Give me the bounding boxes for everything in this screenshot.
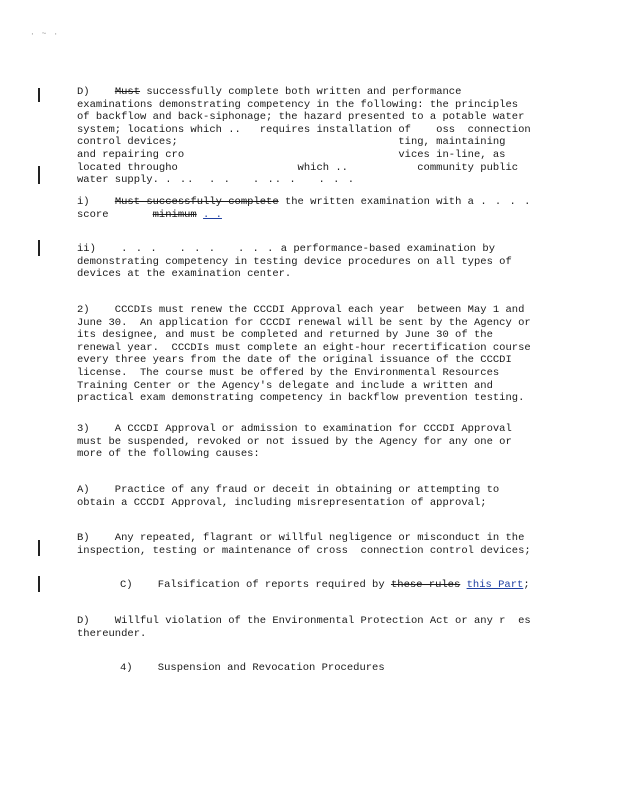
struck-text: Must successfully complete — [114, 196, 279, 208]
d-line: control devices; ting, maintaining — [77, 136, 506, 149]
p2-line: its designee, and must be completed and returned by June 30 of the — [77, 329, 493, 342]
scan-speck: · ~ · — [30, 30, 60, 39]
d-line: located througho which .. community public — [77, 161, 519, 174]
subparagraph-i — [77, 196, 542, 221]
i-score-label: score — [77, 208, 109, 221]
p2-line: 2) CCCDIs must renew the CCCDI Approval each year between May 1 and — [77, 304, 525, 316]
dv-line: thereunder. — [77, 627, 147, 640]
p3-line: more of the following causes: — [77, 448, 260, 461]
a-line: obtain a CCCDI Approval, including misrepresentation of approval; — [77, 496, 487, 509]
p2-line: June 30. An application for CCCDI renewal will be sent by the Agency or — [77, 316, 531, 329]
paragraph-3 — [77, 423, 542, 461]
p2-line: license. The course must be offered by the Environmental Resources — [77, 366, 500, 379]
b-line: B) Any repeated, flagrant or willful negligence or misconduct in the — [77, 532, 525, 544]
ink-blot: . .. . . . .. . . . . — [165, 174, 356, 187]
d-line: examinations demonstrating competency in the following: the principles — [77, 98, 519, 111]
inserted-text: . . — [203, 208, 222, 221]
c-text: C) Falsification of reports required by — [120, 579, 385, 591]
ii-line: a performance-based examination by — [274, 243, 495, 255]
revision-bar — [38, 576, 40, 592]
ii-line: demonstrating competency in testing device procedures on all types of — [77, 255, 512, 268]
d-label: D) — [77, 86, 90, 98]
subparagraph-ii — [77, 243, 542, 281]
p3-line: must be suspended, revoked or not issued by the Agency for any one or — [77, 435, 512, 448]
p2-line: practical exam demonstrating competency in backflow prevention testing. — [77, 392, 525, 405]
d-line: of backflow and back-siphonage; the hazard presented to a potable water — [77, 111, 525, 124]
a-line: A) Practice of any fraud or deceit in obtaining or attempting to — [77, 484, 500, 496]
clause-b — [77, 532, 542, 557]
d-line: system; locations which .. requires installation of oss connection — [77, 123, 531, 136]
struck-text: minimum — [152, 208, 197, 221]
p3-line: 3) A CCCDI Approval or admission to examination for CCCDI Approval — [77, 423, 512, 435]
ink-blot: . . . . . . . . . — [121, 243, 275, 255]
paragraph-2 — [77, 304, 542, 405]
revision-bar — [38, 540, 40, 556]
ink-blot: . . . . — [480, 196, 532, 208]
d-line: water supply. — [77, 174, 159, 187]
dv-line: D) Willful violation of the Environmental Protection Act or any r es — [77, 615, 531, 627]
struck-text: Must — [114, 86, 141, 98]
clause-a — [77, 484, 542, 509]
b-line: inspection, testing or maintenance of cross connection control devices; — [77, 544, 531, 557]
paragraph-d — [77, 86, 542, 187]
revision-bar — [38, 88, 40, 102]
d-line: successfully complete both written and performance — [140, 86, 462, 98]
i-label: i) — [77, 196, 90, 208]
revision-bar — [38, 240, 40, 256]
p2-line: every three years from the date of the original issuance of the CCCDI — [77, 354, 512, 367]
c-tail: ; — [523, 579, 530, 591]
p2-line: Training Center or the Agency's delegate and include a written and — [77, 379, 493, 392]
inserted-text: this Part — [466, 579, 524, 591]
d-line: and repairing cro vices in-line, as — [77, 148, 506, 161]
ii-line: devices at the examination center. — [77, 268, 292, 281]
paragraph-4-heading — [120, 662, 540, 675]
clause-c — [120, 579, 540, 592]
struck-text: these rules — [390, 579, 461, 591]
clause-d-violation — [77, 615, 542, 640]
i-text: the written examination with a — [278, 196, 474, 208]
ii-label: ii) — [77, 243, 96, 255]
revision-bar — [38, 166, 40, 184]
p4-text: 4) Suspension and Revocation Procedures — [120, 662, 385, 674]
p2-line: renewal year. CCCDIs must complete an eight-hour recertification course — [77, 341, 531, 354]
